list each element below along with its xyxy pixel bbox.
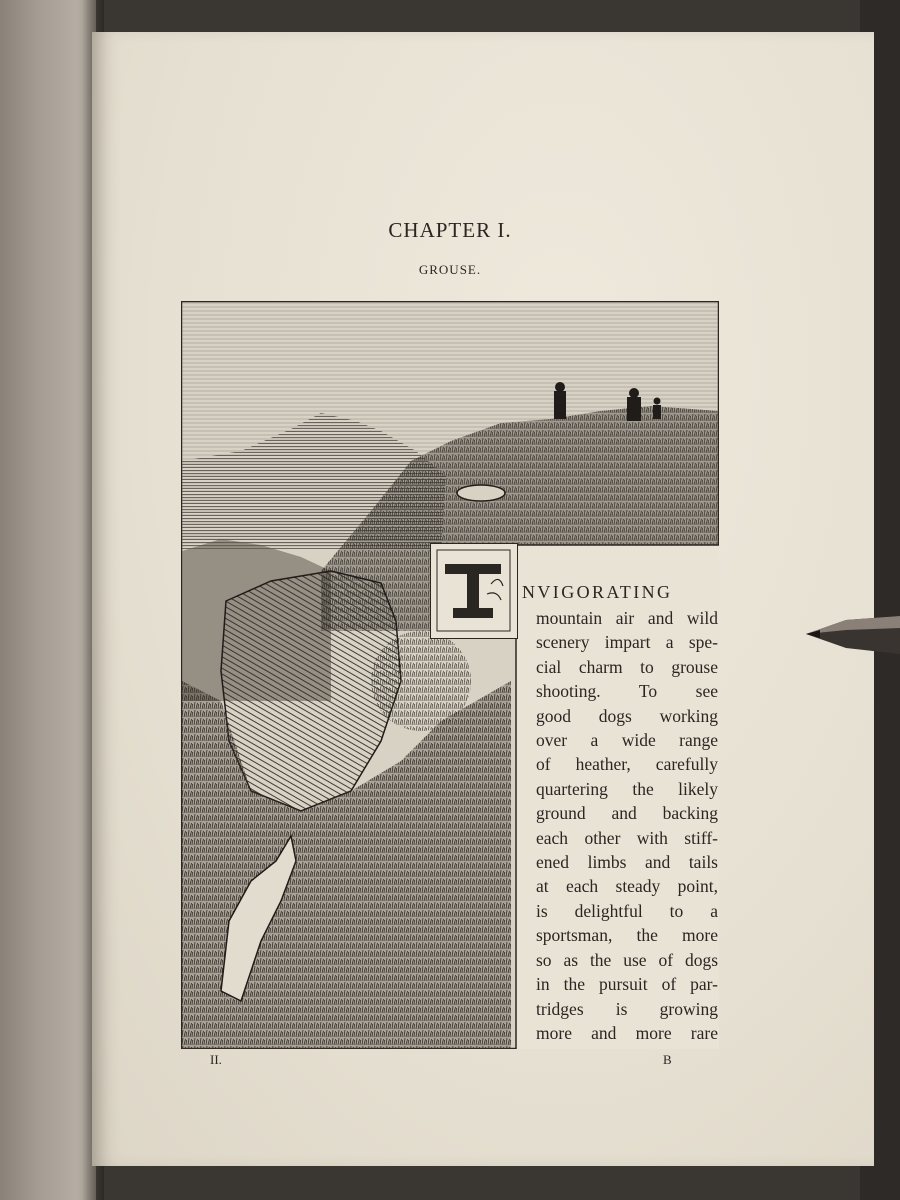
text-line: each other with stiff- — [536, 827, 718, 848]
text-line: is delightful to a — [536, 900, 718, 921]
text-line: sportsman, the more — [536, 925, 718, 946]
text-line: good dogs working — [536, 705, 718, 726]
text-line: in the pursuit of par- — [536, 974, 718, 995]
text-line: tridges is growing — [536, 998, 718, 1019]
text-line: quartering the likely — [536, 778, 718, 799]
body-text — [536, 606, 718, 1045]
text-line: ground and backing — [536, 803, 718, 824]
text-line: shooting. To see — [536, 681, 718, 702]
text-line: scenery impart a spe- — [536, 632, 718, 653]
pencil-tip-icon — [806, 608, 900, 664]
text-line: cial charm to grouse — [536, 656, 718, 677]
text-line: more and more rare — [536, 1022, 718, 1043]
signature-mark: II. — [210, 1052, 222, 1067]
text-line: so as the use of dogs — [536, 949, 718, 970]
opening-word: NVIGORATING — [522, 582, 673, 602]
chapter-title: CHAPTER I. — [388, 218, 512, 242]
text-line: of heather, carefully — [536, 754, 718, 775]
text-line: ened limbs and tails — [536, 852, 718, 873]
text-line: at each steady point, — [536, 876, 718, 897]
drop-cap-ornament — [430, 543, 518, 639]
text-line: mountain air and wild — [536, 608, 718, 628]
gathering-letter: B — [663, 1052, 672, 1067]
text-line: over a wide range — [536, 730, 718, 751]
chapter-subtitle: GROUSE. — [418, 262, 482, 277]
